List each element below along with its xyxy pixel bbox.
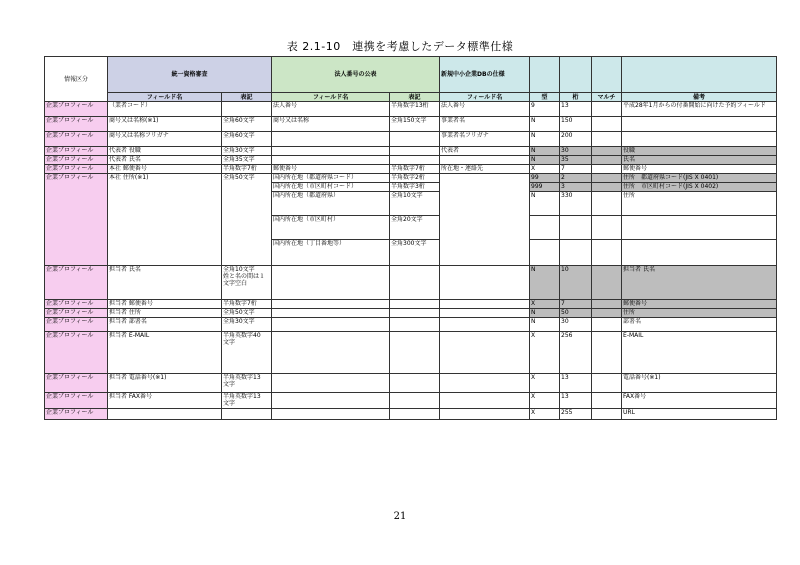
type-cell: 99 <box>530 174 560 183</box>
db-field-cell <box>440 266 530 300</box>
type-cell <box>530 216 560 240</box>
corp-field-cell: 国内所在地（市区町村コード） <box>272 183 390 192</box>
digits-cell: 30 <box>560 318 592 332</box>
remarks-cell: FAX番号 <box>622 393 777 409</box>
remarks-cell: 役職 <box>622 147 777 156</box>
type-cell <box>530 240 560 266</box>
corp-notation-cell <box>390 309 440 318</box>
digits-cell: 13 <box>560 374 592 393</box>
category-cell: 企業プロフィール <box>45 147 108 156</box>
category-cell: 企業プロフィール <box>45 393 108 409</box>
digits-cell: 2 <box>560 174 592 183</box>
corp-notation-cell <box>390 266 440 300</box>
header-group-unified: 統一資格審査 <box>108 57 272 93</box>
field-name-cell: 代表者 氏名 <box>108 156 222 165</box>
multi-cell <box>592 102 622 117</box>
digits-cell: 256 <box>560 332 592 374</box>
remarks-cell <box>622 240 777 266</box>
corp-field-cell <box>272 332 390 374</box>
db-field-cell <box>440 156 530 165</box>
remarks-cell <box>622 117 777 132</box>
category-cell: 企業プロフィール <box>45 332 108 374</box>
type-cell: X <box>530 165 560 174</box>
corp-notation-cell <box>390 332 440 374</box>
db-field-cell <box>440 309 530 318</box>
corp-notation-cell <box>390 374 440 393</box>
table-row <box>45 156 777 165</box>
corp-field-cell <box>272 300 390 309</box>
corp-field-cell <box>272 266 390 300</box>
type-cell: N <box>530 156 560 165</box>
field-name-cell: 担当者 FAX番号 <box>108 393 222 409</box>
corp-field-cell: 商号又は名称 <box>272 117 390 132</box>
notation-cell <box>222 409 272 420</box>
multi-cell <box>592 309 622 318</box>
db-field-cell <box>440 300 530 309</box>
db-field-cell <box>440 332 530 374</box>
header-type: 型 <box>530 93 560 102</box>
db-field-cell <box>440 174 530 266</box>
digits-cell <box>560 216 592 240</box>
multi-cell <box>592 147 622 156</box>
multi-cell <box>592 132 622 147</box>
corp-field-cell: 法人番号 <box>272 102 390 117</box>
multi-cell <box>592 266 622 300</box>
spec-table <box>44 56 777 420</box>
multi-cell <box>592 318 622 332</box>
corp-notation-cell <box>390 409 440 420</box>
multi-cell <box>592 117 622 132</box>
notation-cell: 半角英数字13 文字 <box>222 393 272 409</box>
page-number: 21 <box>393 511 407 522</box>
header-remarks: 備考 <box>622 93 777 102</box>
table-row <box>45 409 777 420</box>
category-cell: 企業プロフィール <box>45 117 108 132</box>
table-row <box>45 147 777 156</box>
digits-cell: 7 <box>560 165 592 174</box>
db-field-cell: 代表者 <box>440 147 530 156</box>
category-cell: 企業プロフィール <box>45 266 108 300</box>
category-cell: 企業プロフィール <box>45 165 108 174</box>
type-cell: 999 <box>530 183 560 192</box>
corp-notation-cell <box>390 132 440 147</box>
table-row <box>45 332 777 374</box>
digits-cell: 330 <box>560 192 592 216</box>
category-cell: 企業プロフィール <box>45 300 108 309</box>
header-field-name-3: フィールド名 <box>440 93 530 102</box>
category-cell: 企業プロフィール <box>45 174 108 266</box>
type-cell: 9 <box>530 102 560 117</box>
remarks-cell: 担当者 氏名 <box>622 266 777 300</box>
remarks-cell <box>622 132 777 147</box>
field-name-cell: 商号又は名称(※1) <box>108 117 222 132</box>
category-cell: 企業プロフィール <box>45 409 108 420</box>
notation-cell: 半角数字7桁 <box>222 300 272 309</box>
type-cell: N <box>530 132 560 147</box>
notation-cell: 全角35文字 <box>222 156 272 165</box>
digits-cell: 50 <box>560 309 592 318</box>
corp-field-cell <box>272 132 390 147</box>
remarks-cell: 平成28年1月からの付番開始に向けた予約フィールド <box>622 102 777 117</box>
header-multi: マルチ <box>592 93 622 102</box>
notation-cell: 半角英数字40 文字 <box>222 332 272 374</box>
type-cell: N <box>530 117 560 132</box>
category-cell: 企業プロフィール <box>45 318 108 332</box>
corp-notation-cell: 全角10文字 <box>390 192 440 216</box>
header-field-name-1: フィールド名 <box>108 93 222 102</box>
field-name-cell: 担当者 郵便番号 <box>108 300 222 309</box>
corp-field-cell <box>272 318 390 332</box>
notation-cell: 半角数字7桁 <box>222 165 272 174</box>
notation-cell: 全角30文字 <box>222 147 272 156</box>
multi-cell <box>592 374 622 393</box>
corp-notation-cell <box>390 393 440 409</box>
header-field-name-2: フィールド名 <box>272 93 390 102</box>
digits-cell: 13 <box>560 102 592 117</box>
digits-cell: 150 <box>560 117 592 132</box>
notation-cell: 全角50文字 <box>222 309 272 318</box>
digits-cell: 10 <box>560 266 592 300</box>
multi-cell <box>592 165 622 174</box>
type-cell: X <box>530 409 560 420</box>
field-name-cell: 本社 郵便番号 <box>108 165 222 174</box>
table-row <box>45 374 777 393</box>
notation-cell: 全角50文字 <box>222 174 272 266</box>
notation-cell: 全角10文字 姓と名の間は１ 文字空白 <box>222 266 272 300</box>
remarks-cell: 電話番号(※1) <box>622 374 777 393</box>
corp-notation-cell <box>390 147 440 156</box>
db-field-cell <box>440 393 530 409</box>
corp-field-cell: 国内所在地（丁目番地等） <box>272 240 390 266</box>
digits-cell: 30 <box>560 147 592 156</box>
multi-cell <box>592 409 622 420</box>
remarks-cell: URL <box>622 409 777 420</box>
remarks-cell <box>622 216 777 240</box>
header-notation-1: 表記 <box>222 93 272 102</box>
header-notation-2: 表記 <box>390 93 440 102</box>
header-group-corporate-number: 法人番号の公表 <box>272 57 440 93</box>
db-field-cell: 所在地・連絡先 <box>440 165 530 174</box>
notation-cell: 全角60文字 <box>222 117 272 132</box>
category-cell: 企業プロフィール <box>45 309 108 318</box>
table-row <box>45 102 777 117</box>
type-cell: X <box>530 374 560 393</box>
digits-cell: 3 <box>560 183 592 192</box>
header-category: 情報区分 <box>45 57 108 102</box>
notation-cell <box>222 102 272 117</box>
table-row <box>45 174 777 183</box>
corp-field-cell <box>272 409 390 420</box>
type-cell: N <box>530 147 560 156</box>
corp-notation-cell: 半角数字7桁 <box>390 165 440 174</box>
type-cell: N <box>530 309 560 318</box>
table-row <box>45 393 777 409</box>
type-cell: X <box>530 300 560 309</box>
corp-notation-cell <box>390 318 440 332</box>
corp-field-cell <box>272 156 390 165</box>
corp-field-cell <box>272 147 390 156</box>
multi-cell <box>592 174 622 183</box>
field-name-cell <box>108 409 222 420</box>
corp-notation-cell: 全角300文字 <box>390 240 440 266</box>
corp-notation-cell: 半角数字13桁 <box>390 102 440 117</box>
type-cell: X <box>530 332 560 374</box>
type-cell: N <box>530 318 560 332</box>
corp-notation-cell: 半角数字3桁 <box>390 183 440 192</box>
table-row <box>45 117 777 132</box>
notation-cell: 全角60文字 <box>222 132 272 147</box>
multi-cell <box>592 332 622 374</box>
corp-notation-cell: 全角150文字 <box>390 117 440 132</box>
table-row <box>45 300 777 309</box>
db-field-cell <box>440 318 530 332</box>
field-name-cell: 代表者 役職 <box>108 147 222 156</box>
multi-cell <box>592 192 622 216</box>
table-row <box>45 165 777 174</box>
header-group-sme-db: 新規中小企業DBの仕様 <box>440 57 530 93</box>
remarks-cell: 氏名 <box>622 156 777 165</box>
field-name-cell: 商号又は名称フリガナ <box>108 132 222 147</box>
remarks-cell: E-MAIL <box>622 332 777 374</box>
multi-cell <box>592 183 622 192</box>
table-title: 表 2.1-10 連携を考慮したデータ標準仕様 <box>286 40 514 53</box>
notation-cell: 半角英数字13 文字 <box>222 374 272 393</box>
field-name-cell: 担当者 住所 <box>108 309 222 318</box>
type-cell: X <box>530 393 560 409</box>
remarks-cell: 住所 市区町村コード(JIS X 0402) <box>622 183 777 192</box>
remarks-cell: 郵便番号 <box>622 300 777 309</box>
db-field-cell: 事業者名 <box>440 117 530 132</box>
field-name-cell: 担当者 電話番号(※1) <box>108 374 222 393</box>
type-cell: N <box>530 192 560 216</box>
category-cell: 企業プロフィール <box>45 374 108 393</box>
corp-notation-cell <box>390 300 440 309</box>
corp-field-cell: 国内所在地（市区町村） <box>272 216 390 240</box>
category-cell: 企業プロフィール <box>45 132 108 147</box>
field-name-cell: 担当者 E-MAIL <box>108 332 222 374</box>
multi-cell <box>592 300 622 309</box>
remarks-cell: 部署名 <box>622 318 777 332</box>
corp-notation-cell <box>390 156 440 165</box>
digits-cell: 255 <box>560 409 592 420</box>
digits-cell <box>560 240 592 266</box>
corp-notation-cell: 全角20文字 <box>390 216 440 240</box>
category-cell: 企業プロフィール <box>45 156 108 165</box>
notation-cell: 全角30文字 <box>222 318 272 332</box>
corp-field-cell <box>272 374 390 393</box>
digits-cell: 7 <box>560 300 592 309</box>
corp-field-cell <box>272 309 390 318</box>
multi-cell <box>592 156 622 165</box>
table-row <box>45 132 777 147</box>
digits-cell: 13 <box>560 393 592 409</box>
corp-notation-cell: 半角数字2桁 <box>390 174 440 183</box>
multi-cell <box>592 240 622 266</box>
digits-cell: 200 <box>560 132 592 147</box>
corp-field-cell <box>272 393 390 409</box>
category-cell: 企業プロフィール <box>45 102 108 117</box>
field-name-cell: 担当者 氏名 <box>108 266 222 300</box>
corp-field-cell: 国内所在地（都道府県コード） <box>272 174 390 183</box>
db-field-cell <box>440 374 530 393</box>
corp-field-cell: 国内所在地（都道府県） <box>272 192 390 216</box>
digits-cell: 35 <box>560 156 592 165</box>
remarks-cell: 住所 都道府県コード(JIS X 0401) <box>622 174 777 183</box>
corp-field-cell: 郵便番号 <box>272 165 390 174</box>
table-row <box>45 318 777 332</box>
field-name-cell: （業者コード） <box>108 102 222 117</box>
field-name-cell: 担当者 部署名 <box>108 318 222 332</box>
field-name-cell: 本社 住所(※1) <box>108 174 222 266</box>
remarks-cell: 住所 <box>622 192 777 216</box>
db-field-cell: 法人番号 <box>440 102 530 117</box>
remarks-cell: 住所 <box>622 309 777 318</box>
multi-cell <box>592 393 622 409</box>
db-field-cell <box>440 409 530 420</box>
table-row <box>45 266 777 300</box>
multi-cell <box>592 216 622 240</box>
header-digits: 桁 <box>560 93 592 102</box>
db-field-cell: 事業者名フリガナ <box>440 132 530 147</box>
remarks-cell: 郵便番号 <box>622 165 777 174</box>
type-cell: N <box>530 266 560 300</box>
table-row <box>45 309 777 318</box>
